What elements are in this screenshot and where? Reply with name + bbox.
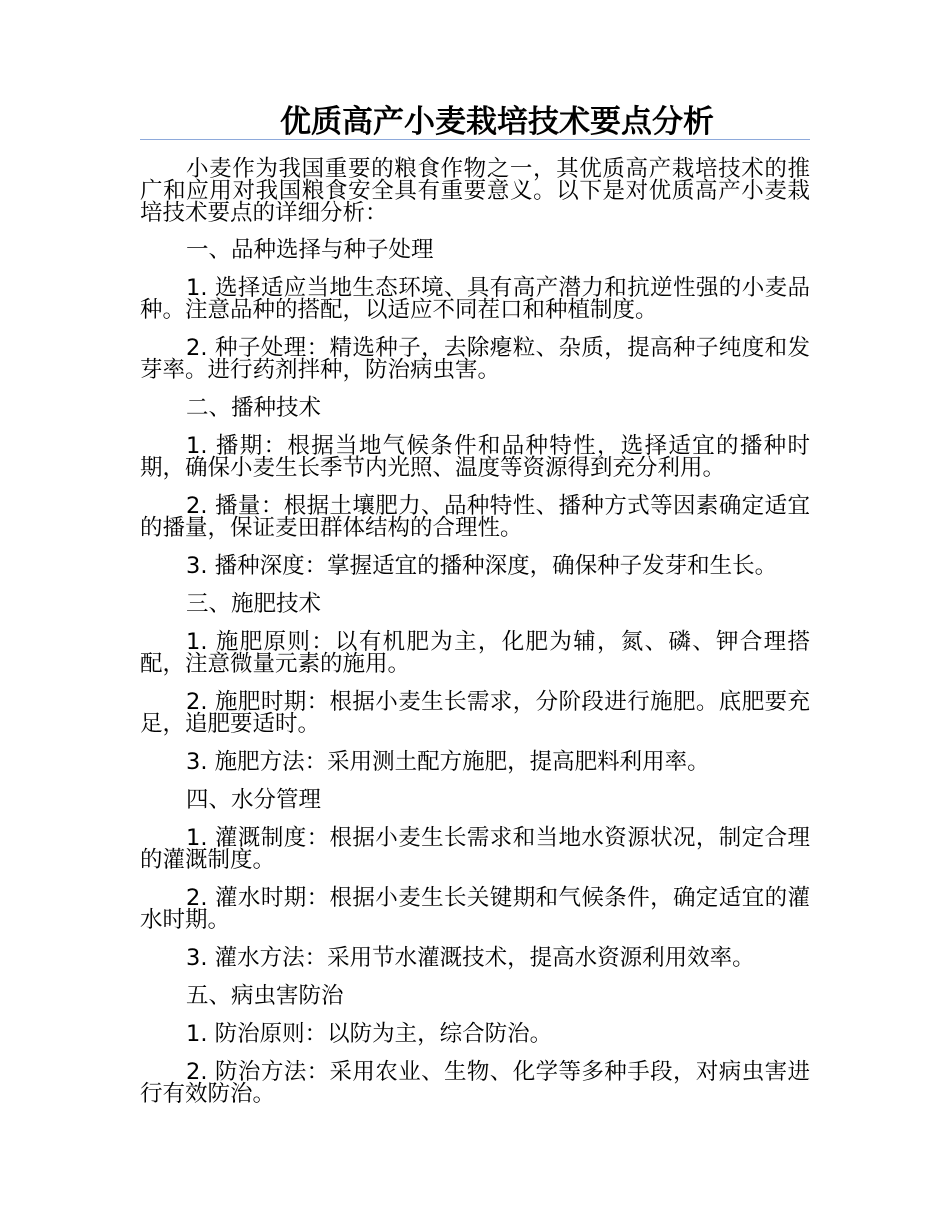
paragraph-fertilization-method: 3. 施肥方法：采用测土配方施肥，提高肥料利用率。 [186,749,710,775]
intro-paragraph: 小麦作为我国重要的粮食作物之一，其优质高产栽培技术的推广和应用对我国粮食安全具有重要意义。以下是对优质高产小麦栽培技术要点的详细分析： [140,156,810,226]
document-title: 优质高产小麦栽培技术要点分析 [280,104,714,140]
paragraph-variety-selection: 1. 选择适应当地生态环境、具有高产潜力和抗逆性强的小麦品种。注意品种的搭配，以适应不同茬口和种植制度。 [140,275,810,323]
section-heading-fertilization: 三、施肥技术 [186,591,322,617]
paragraph-sowing-rate: 2. 播量：根据土壤肥力、品种特性、播种方式等因素确定适宜的播量，保证麦田群体结构的合理性。 [140,493,810,541]
section-heading-sowing: 二、播种技术 [186,395,322,421]
paragraph-fertilization-principle: 1. 施肥原则：以有机肥为主，化肥为辅，氮、磷、钾合理搭配，注意微量元素的施用。 [140,629,810,677]
paragraph-irrigation-method: 3. 灌水方法：采用节水灌溉技术，提高水资源利用效率。 [186,945,755,971]
paragraph-irrigation-system: 1. 灌溉制度：根据小麦生长需求和当地水资源状况，制定合理的灌溉制度。 [140,825,810,873]
section-heading-water: 四、水分管理 [186,787,322,813]
document-body [140,158,810,1121]
section-heading-pest-control: 五、病虫害防治 [186,983,344,1009]
title-underline [140,139,810,140]
paragraph-pest-method: 2. 防治方法：采用农业、生物、化学等多种手段，对病虫害进行有效防治。 [140,1059,810,1107]
paragraph-sowing-depth: 3. 播种深度：掌握适宜的播种深度，确保种子发芽和生长。 [186,553,778,579]
paragraph-fertilization-timing: 2. 施肥时期：根据小麦生长需求，分阶段进行施肥。底肥要充足，追肥要适时。 [140,689,810,737]
paragraph-irrigation-timing: 2. 灌水时期：根据小麦生长关键期和气候条件，确定适宜的灌水时期。 [140,885,810,933]
paragraph-sowing-date: 1. 播期：根据当地气候条件和品种特性，选择适宜的播种时期，确保小麦生长季节内光照、温度等资源得到充分利用。 [140,433,810,481]
paragraph-seed-treatment: 2. 种子处理：精选种子，去除瘪粒、杂质，提高种子纯度和发芽率。进行药剂拌种，防治病虫害。 [140,335,810,383]
section-heading-variety: 一、品种选择与种子处理 [186,237,434,263]
paragraph-pest-principle: 1. 防治原则：以防为主，综合防治。 [186,1021,553,1047]
